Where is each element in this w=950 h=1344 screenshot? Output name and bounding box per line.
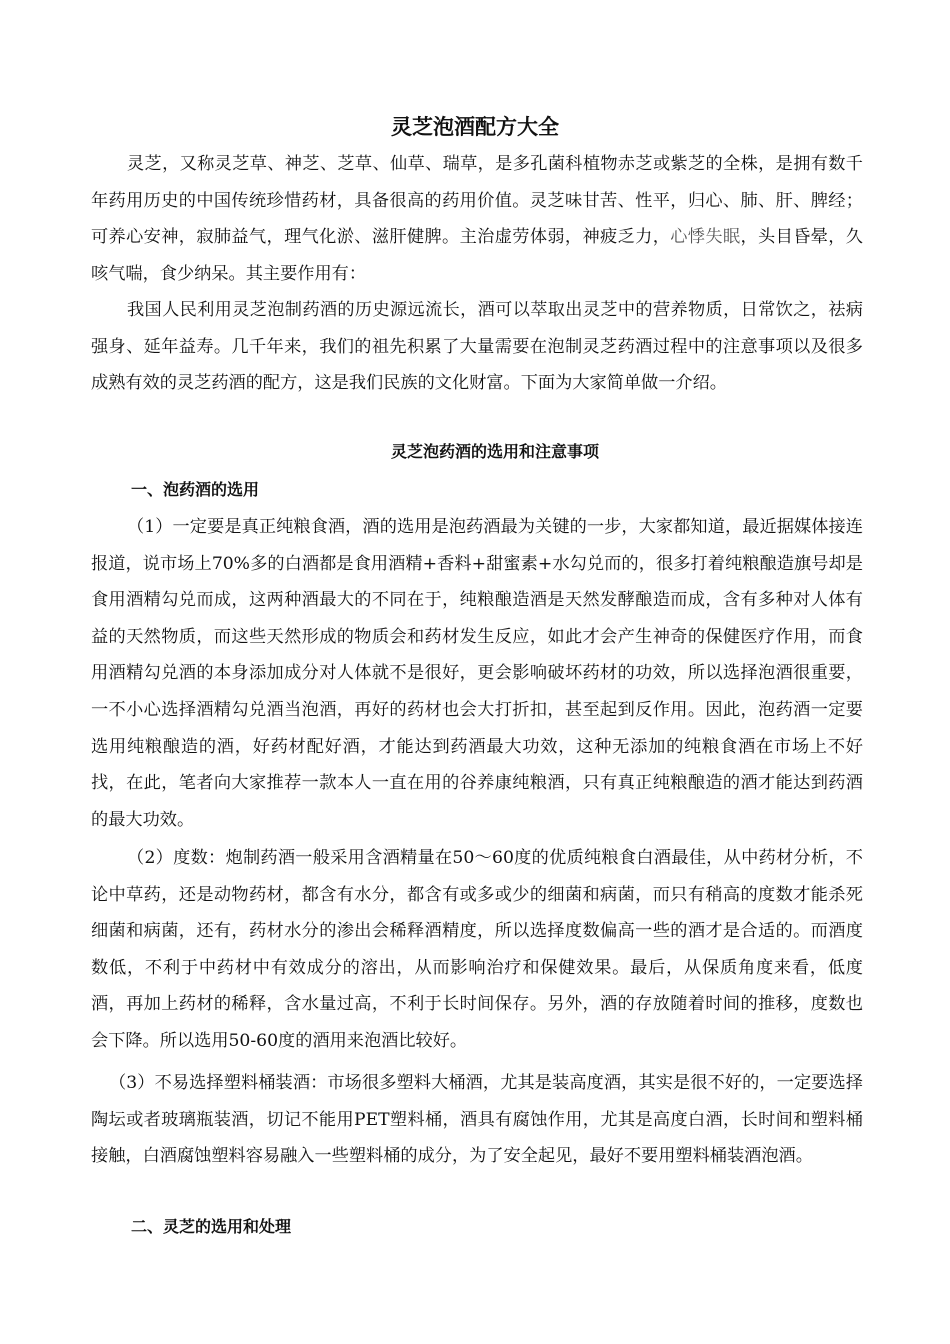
- item-2-paragraph: （2）度数：炮制药酒一般采用含酒精量在50～60度的优质纯粮食白酒最佳，从中药材分析，不论中草药，还是动物药材，都含有水分，都含有或多或少的细菌和病菌，而只有稍高的度数才能杀死细菌和病菌，还有，药材水分的渗出会稀释酒精度，所以选择度数偏高一些的酒才是合适的。而酒度数低，不利于中药材中有效成分的溶出，从而影响治疗和保健效果。最后，从保质角度来看，低度酒，再加上药材的稀释，含水量过高，不利于长时间保存。另外，酒的存放随着时间的推移，度数也会下降。所以选用50-60度的酒用来泡酒比较好。: [91, 848, 863, 1051]
- intro-paragraph-2: 我国人民利用灵芝泡制药酒的历史源远流长，酒可以萃取出灵芝中的营养物质，日常饮之，祛病强身、延年益寿。几千年来，我们的祖先积累了大量需要在泡制灵芝药酒过程中的注意事项以及很多成熟有效的灵芝药酒的配方，这是我们民族的文化财富。下面为大家简单做一介绍。: [91, 300, 863, 394]
- document-title: 灵芝泡酒配方大全: [391, 115, 559, 139]
- intro-paragraph-1: [91, 146, 863, 292]
- heading-wine-selection: 一、泡药酒的选用: [131, 480, 260, 499]
- heading-lingzhi-selection: 二、灵芝的选用和处理: [131, 1217, 292, 1236]
- insomnia-link[interactable]: 心悸失眠: [670, 227, 741, 248]
- intro-text-b: ，头目昏晕，久咳气喘，食少纳呆。其主要作用有：: [91, 227, 863, 284]
- intro-text-a: 灵芝，又称灵芝草、神芝、芝草、仙草、瑞草，是多孔菌科植物赤芝或紫芝的全株，是拥有数千年药用历史的中国传统珍惜药材，具备很高的药用价值。灵芝味甘苦、性平，归心、肺、肝、脾经；可养心安神，寂肺益气，理气化淤、滋肝健脾。主治虚劳体弱，神疲乏力，: [91, 154, 863, 248]
- item-1-paragraph: （1）一定要是真正纯粮食酒，酒的选用是泡药酒最为关键的一步，大家都知道，最近据媒体接连报道，说市场上70%多的白酒都是食用酒精+香料+甜蜜素+水勾兑而的，很多打着纯粮酿造旗号却是食用酒精勾兑而成，这两种酒最大的不同在于，纯粮酿造酒是天然发酵酿造而成，含有多种对人体有益的天然物质，而这些天然形成的物质会和药材发生反应，如此才会产生神奇的保健医疗作用，而食用酒精勾兑酒的本身添加成分对人体就不是很好，更会影响破坏药材的功效，所以选择泡酒很重要，一不小心选择酒精勾兑酒当泡酒，再好的药材也会大打折扣，甚至起到反作用。因此，泡药酒一定要选用纯粮酿造的酒，好药材配好酒，才能达到药酒最大功效，这种无添加的纯粮食酒在市场上不好找，在此，笔者向大家推荐一款本人一直在用的谷养康纯粮酒，只有真正纯粮酿造的酒才能达到药酒的最大功效。: [91, 517, 863, 830]
- item-3-paragraph: （3）不易选择塑料桶装酒：市场很多塑料大桶酒，尤其是装高度酒，其实是很不好的，一定要选择陶坛或者玻璃瓶装酒，切记不能用PET塑料桶，酒具有腐蚀作用，尤其是高度白酒，长时间和塑料桶接触，白酒腐蚀塑料容易融入一些塑料桶的成分，为了安全起见，最好不要用塑料桶装酒泡酒。: [91, 1073, 863, 1167]
- section-title: 灵芝泡药酒的选用和注意事项: [390, 442, 599, 461]
